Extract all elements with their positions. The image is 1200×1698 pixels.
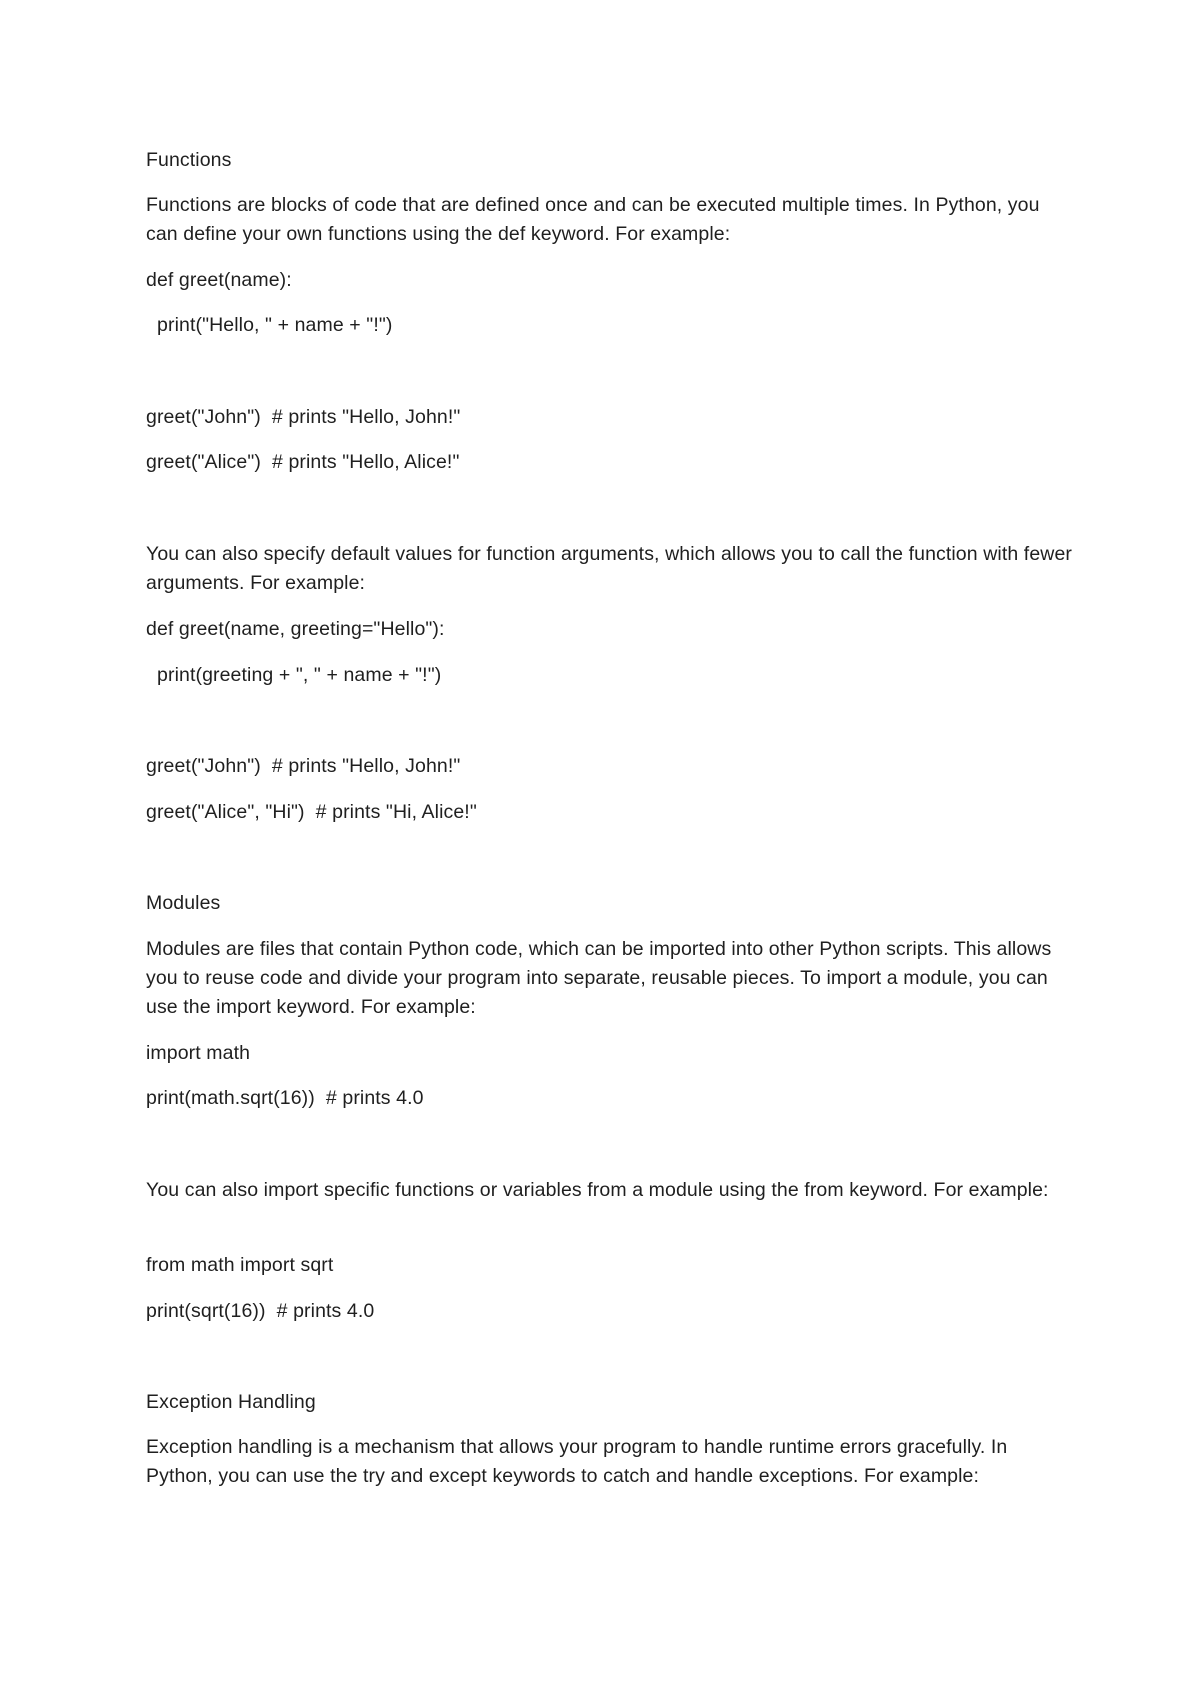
exceptions-intro: Exception handling is a mechanism that allows your program to handle runtime errors gracefully. In Python, you can use the try and except keywords to catch and handle exceptions. For example:	[146, 1436, 1008, 1487]
code-line: print("Hello, " + name + "!")	[146, 314, 393, 336]
code-line: greet("Alice", "Hi") # prints "Hi, Alice!"	[146, 801, 477, 823]
modules-heading: Modules	[146, 892, 221, 914]
code-line: import math	[146, 1042, 251, 1064]
code-line: from math import sqrt	[146, 1254, 334, 1276]
functions-intro: Functions are blocks of code that are defined once and can be executed multiple times. In Python, you can define your own functions using the def keyword. For example:	[146, 194, 1040, 245]
code-line: def greet(name, greeting="Hello"):	[146, 618, 445, 640]
code-line: greet("Alice") # prints "Hello, Alice!"	[146, 451, 460, 473]
defaults-paragraph: You can also specify default values for function arguments, which allows you to call the function with fewer arguments. For example:	[146, 543, 1072, 594]
code-line: greet("John") # prints "Hello, John!"	[146, 406, 461, 428]
code-line: print(greeting + ", " + name + "!")	[146, 664, 442, 686]
functions-heading: Functions	[146, 149, 232, 171]
modules-intro: Modules are files that contain Python code, which can be imported into other Python scripts. This allows you to reuse code and divide your program into separate, reusable pieces. To import a module, you can use the import keyword. For example:	[146, 938, 1052, 1018]
import-specific-paragraph: You can also import specific functions or variables from a module using the from keyword. For example:	[146, 1179, 1049, 1201]
code-line: print(math.sqrt(16)) # prints 4.0	[146, 1087, 424, 1109]
code-line: greet("John") # prints "Hello, John!"	[146, 755, 461, 777]
exceptions-heading: Exception Handling	[146, 1391, 316, 1413]
code-line: print(sqrt(16)) # prints 4.0	[146, 1300, 375, 1322]
code-line: def greet(name):	[146, 269, 292, 291]
